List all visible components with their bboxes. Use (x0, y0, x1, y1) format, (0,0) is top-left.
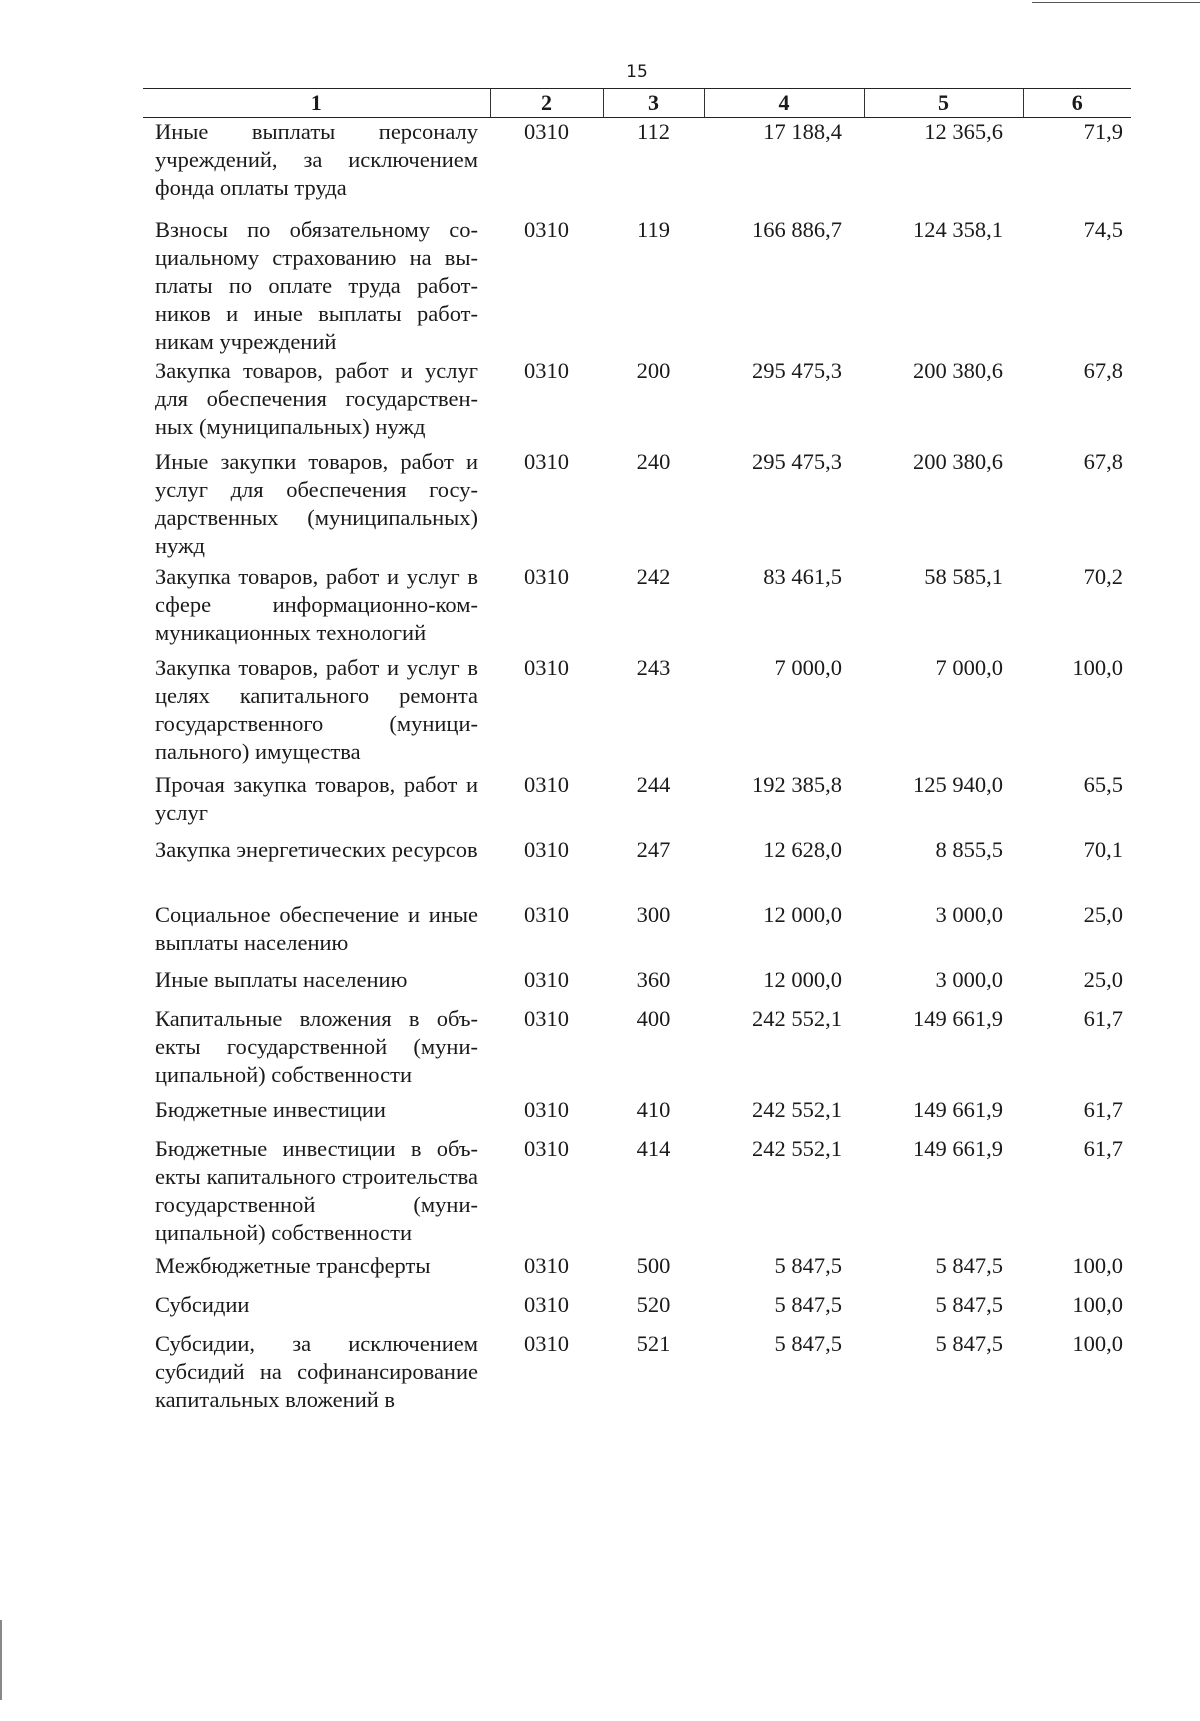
value-col-4: 295 475,3 (752, 357, 842, 383)
value-col-5: 8 855,5 (935, 836, 1003, 862)
value-col-5: 149 661,9 (913, 1005, 1003, 1031)
section-code: 0310 (524, 357, 569, 383)
table-row (143, 448, 1131, 563)
value-col-5: 5 847,5 (935, 1252, 1003, 1278)
table-row (143, 118, 1131, 216)
section-code: 0310 (524, 1291, 569, 1317)
value-col-5: 200 380,6 (913, 448, 1003, 474)
expense-type-code: 244 (636, 771, 671, 797)
value-col-6: 67,8 (1083, 357, 1123, 383)
expense-name: Бюджетные инвестиции в объекты капитального строительства государственной (муниципальной) собственности (155, 1135, 478, 1245)
table-row (143, 1135, 1131, 1252)
section-code: 0310 (524, 1096, 569, 1122)
table-row (143, 1096, 1131, 1135)
table-row (143, 1291, 1131, 1330)
value-col-5: 5 847,5 (935, 1291, 1003, 1317)
expense-name: Бюджетные инвестиции (155, 1096, 386, 1122)
value-col-5: 149 661,9 (913, 1096, 1003, 1122)
value-col-6: 61,7 (1083, 1096, 1123, 1122)
table-row (143, 1330, 1131, 1414)
value-col-6: 25,0 (1083, 901, 1123, 927)
header-row (143, 89, 1131, 118)
section-code: 0310 (524, 1330, 569, 1356)
scan-artifact-left-edge (0, 1620, 2, 1700)
value-col-4: 12 000,0 (763, 901, 842, 927)
value-col-5: 3 000,0 (935, 966, 1003, 992)
section-code: 0310 (524, 966, 569, 992)
value-col-5: 7 000,0 (935, 654, 1003, 680)
value-col-4: 295 475,3 (752, 448, 842, 474)
section-code: 0310 (524, 836, 569, 862)
value-col-6: 70,1 (1083, 836, 1123, 862)
expense-type-code: 240 (636, 448, 671, 474)
table-row (143, 901, 1131, 966)
value-col-6: 74,5 (1083, 216, 1123, 242)
expense-type-code: 200 (636, 357, 671, 383)
section-code: 0310 (524, 1252, 569, 1278)
value-col-6: 61,7 (1083, 1135, 1123, 1161)
expense-type-code: 520 (636, 1291, 671, 1317)
value-col-5: 149 661,9 (913, 1135, 1003, 1161)
table-header (143, 89, 1131, 118)
section-code: 0310 (524, 216, 569, 242)
value-col-4: 5 847,5 (774, 1330, 842, 1356)
expense-type-code: 521 (636, 1330, 671, 1356)
expense-name: Закупка товаров, работ и услуг в сфере информационно-коммуникационных технологий (155, 563, 478, 645)
table-body (143, 118, 1131, 1414)
value-col-6: 70,2 (1083, 563, 1123, 589)
table-row (143, 654, 1131, 771)
value-col-4: 242 552,1 (752, 1005, 842, 1031)
value-col-5: 58 585,1 (924, 563, 1003, 589)
expense-name: Иные выплаты населению (155, 966, 408, 992)
value-col-4: 17 188,4 (763, 119, 842, 144)
section-code: 0310 (524, 1135, 569, 1161)
expense-type-code: 360 (636, 966, 671, 992)
expense-type-code: 300 (636, 901, 671, 927)
expense-name: Субсидии (155, 1291, 250, 1317)
header-col-5: 5 (864, 89, 1023, 118)
value-col-5: 124 358,1 (913, 216, 1003, 242)
expense-type-code: 242 (636, 563, 671, 589)
expense-type-code: 414 (636, 1135, 671, 1161)
header-col-1: 1 (143, 89, 490, 118)
table-row (143, 216, 1131, 357)
value-col-6: 100,0 (1072, 1252, 1123, 1278)
value-col-4: 192 385,8 (752, 771, 842, 797)
expense-name: Закупка энергетических ресурсов (155, 836, 478, 862)
expense-name: Межбюджетные трансферты (155, 1252, 431, 1278)
table-row (143, 563, 1131, 654)
expense-name: Социальное обеспечение и иные выплаты населению (155, 901, 478, 955)
value-col-6: 61,7 (1083, 1005, 1123, 1031)
expense-name: Иные выплаты персоналу учреждений, за исключением фонда оплаты труда (155, 119, 478, 200)
value-col-4: 5 847,5 (774, 1291, 842, 1317)
table-row (143, 771, 1131, 836)
section-code: 0310 (524, 563, 569, 589)
value-col-4: 242 552,1 (752, 1096, 842, 1122)
expense-type-code: 247 (636, 836, 671, 862)
page-number: 15 (626, 62, 648, 82)
value-col-6: 71,9 (1083, 119, 1123, 144)
expense-name: Закупка товаров, работ и услуг для обеспечения государственных (муниципальных) нужд (155, 357, 478, 439)
section-code: 0310 (524, 119, 569, 144)
expense-name: Субсидии, за исключением субсидий на софинансирование капитальных вложений в (155, 1330, 478, 1412)
expense-type-code: 500 (636, 1252, 671, 1278)
value-col-6: 65,5 (1083, 771, 1123, 797)
table-row (143, 1005, 1131, 1096)
section-code: 0310 (524, 448, 569, 474)
table-row (143, 836, 1131, 901)
value-col-5: 3 000,0 (935, 901, 1003, 927)
value-col-5: 12 365,6 (924, 119, 1003, 144)
value-col-4: 12 000,0 (763, 966, 842, 992)
table-row (143, 357, 1131, 448)
value-col-4: 166 886,7 (752, 216, 842, 242)
expense-name: Закупка товаров, работ и услуг в целях капитального ремонта государственного (муниципального) имущества (155, 654, 478, 764)
expense-name: Иные закупки товаров, работ и услуг для обеспечения государственных (муниципальных) нужд (155, 448, 478, 558)
table-row (143, 966, 1131, 1005)
value-col-5: 125 940,0 (913, 771, 1003, 797)
expense-type-code: 410 (636, 1096, 671, 1122)
value-col-5: 200 380,6 (913, 357, 1003, 383)
section-code: 0310 (524, 901, 569, 927)
expense-type-code: 119 (637, 216, 670, 242)
expense-type-code: 112 (637, 119, 670, 144)
value-col-6: 100,0 (1072, 654, 1123, 680)
value-col-6: 25,0 (1083, 966, 1123, 992)
section-code: 0310 (524, 654, 569, 680)
value-col-6: 100,0 (1072, 1330, 1123, 1356)
header-col-2: 2 (490, 89, 603, 118)
header-col-6: 6 (1023, 89, 1131, 118)
expense-type-code: 243 (636, 654, 671, 680)
table-row (143, 1252, 1131, 1291)
expense-name: Капитальные вложения в объекты государственной (муниципальной) собственности (155, 1005, 478, 1087)
header-col-4: 4 (704, 89, 864, 118)
scan-artifact-top-line (1032, 2, 1200, 3)
value-col-6: 100,0 (1072, 1291, 1123, 1317)
header-col-3: 3 (603, 89, 704, 118)
value-col-4: 242 552,1 (752, 1135, 842, 1161)
expense-name: Взносы по обязательному социальному страхованию на выплаты по оплате труда работников и иные выплаты работникам учреждений (155, 216, 478, 354)
expense-type-code: 400 (636, 1005, 671, 1031)
value-col-4: 12 628,0 (763, 836, 842, 862)
section-code: 0310 (524, 1005, 569, 1031)
section-code: 0310 (524, 771, 569, 797)
value-col-4: 7 000,0 (774, 654, 842, 680)
value-col-4: 83 461,5 (763, 563, 842, 589)
budget-table (143, 88, 1131, 1414)
value-col-5: 5 847,5 (935, 1330, 1003, 1356)
value-col-6: 67,8 (1083, 448, 1123, 474)
expense-name: Прочая закупка товаров, работ и услуг (155, 771, 478, 825)
value-col-4: 5 847,5 (774, 1252, 842, 1278)
